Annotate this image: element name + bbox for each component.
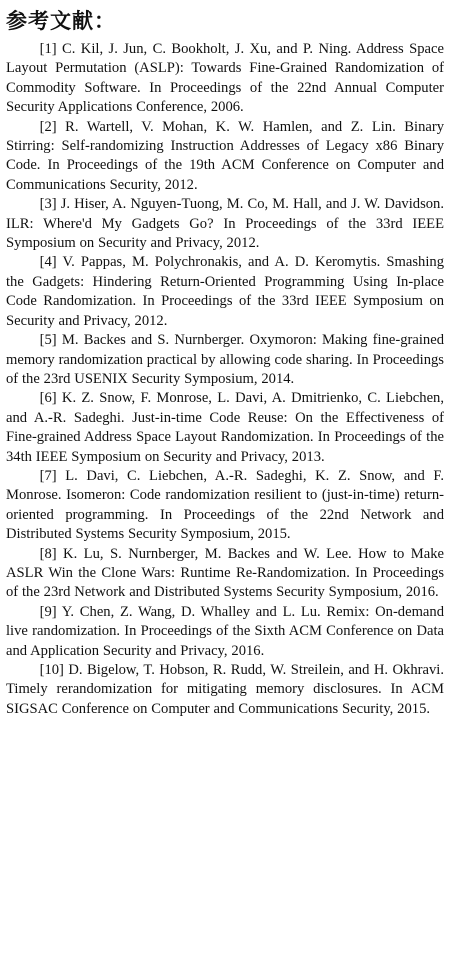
reference-item-1: [1] C. Kil, J. Jun, C. Bookholt, J. Xu, and P. Ning. Address Space Layout Permutation (ASLP): Towards Fine-Grained Randomization of Commodity Software. In Proceedings of the 22nd Annual Computer Security Applications Conference, 2006. bbox=[6, 41, 444, 116]
reference-item-3: [3] J. Hiser, A. Nguyen-Tuong, M. Co, M. Hall, and J. W. Davidson. ILR: Where'd My Gadgets Go? In Proceedings of the 33rd IEEE Symposium on Security and Privacy, 2012. bbox=[6, 196, 444, 252]
reference-item-6: [6] K. Z. Snow, F. Monrose, L. Davi, A. Dmitrienko, C. Liebchen, and A.-R. Sadeghi. Just-in-time Code Reuse: On the Effectiveness of Fine-grained Address Space Layout Randomization. In Proceedings of the 34th IEEE Symposium on Security and Privacy, 2013. bbox=[6, 390, 444, 465]
reference-item-9: [9] Y. Chen, Z. Wang, D. Whalley and L. Lu. Remix: On-demand live randomization. In Proceedings of the Sixth ACM Conference on Data and Application Security and Privacy, 2016. bbox=[6, 603, 444, 659]
references-heading: 参考文献： bbox=[6, 9, 116, 33]
reference-item-2: [2] R. Wartell, V. Mohan, K. W. Hamlen, and Z. Lin. Binary Stirring: Self-randomizing Instruction Addresses of Legacy x86 Binary Code. In Proceedings of the 19th ACM Conference on Computer and Communications Security, 2012. bbox=[6, 118, 444, 193]
reference-item-7: [7] L. Davi, C. Liebchen, A.-R. Sadeghi, K. Z. Snow, and F. Monrose. Isomeron: Code randomization resilient to (just-in-time) return-oriented programming. In Proceedings of the 22nd Network and Distributed Systems Security Symposium, 2015. bbox=[6, 467, 444, 543]
reference-item-8: [8] K. Lu, S. Nurnberger, M. Backes and W. Lee. How to Make ASLR Win the Clone Wars: Runtime Re-Randomization. In Proceedings of the 23rd Network and Distributed Systems Security Symposium, 2016. bbox=[6, 545, 444, 601]
reference-item-5: [5] M. Backes and S. Nurnberger. Oxymoron: Making fine-grained memory randomization practical by allowing code sharing. In Proceedings of the 23rd USENIX Security Symposium, 2014. bbox=[6, 332, 444, 387]
reference-item-4: [4] V. Pappas, M. Polychronakis, and A. D. Keromytis. Smashing the Gadgets: Hindering Return-Oriented Programming Using In-place Code Randomization. In Proceedings of the 33rd IEEE Symposium on Security and Privacy, 2012. bbox=[6, 254, 444, 329]
reference-item-10: [10] D. Bigelow, T. Hobson, R. Rudd, W. Streilein, and H. Okhravi. Timely rerandomization for mitigating memory disclosures. In ACM SIGSAC Conference on Computer and Communications Security, 2015. bbox=[6, 662, 444, 717]
reference-list bbox=[6, 40, 444, 719]
